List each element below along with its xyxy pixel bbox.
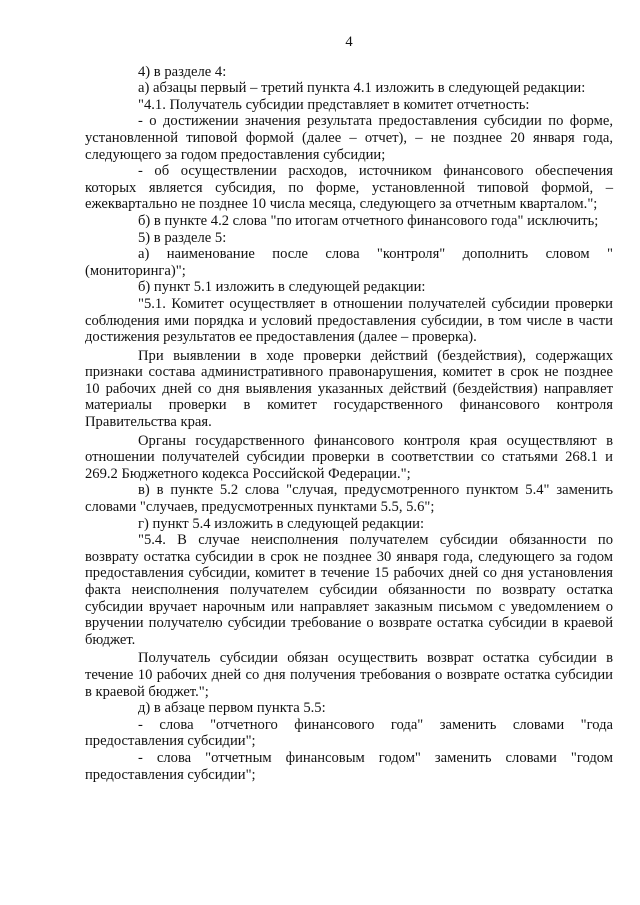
paragraph-5g: г) пункт 5.4 изложить в следующей редакции: bbox=[138, 515, 425, 532]
page-number: 4 bbox=[345, 34, 353, 50]
paragraph-4-1-expenses-report: - об осуществлении расходов, источником финансового обеспечения которых является субсидия, по форме, установленной типовой формой, – ежеквартально не позднее 10 числа месяца, следующего за отчетным кварталом."; bbox=[85, 163, 613, 213]
paragraph-5b: б) пункт 5.1 изложить в следующей редакции: bbox=[138, 279, 426, 296]
paragraph-4-1-intro: "4.1. Получатель субсидии представляет в комитет отчетность: bbox=[138, 96, 530, 113]
document-page bbox=[85, 34, 613, 783]
paragraph-5a: а) наименование после слова "контроля" дополнить словом "(мониторинга)"; bbox=[85, 246, 613, 279]
paragraph-5-4-text: "5.4. В случае неисполнения получателем субсидии обязанности по возврату остатка субсидии в срок не позднее 30 января года, следующего за годом предоставления субсидии, комитет в течение 15 рабочих дней со дня установления факта неисполнения получателем субсидии обязанности по возврату остатка субсидии вручает нарочным или направляет заказным письмом с уведомлением о вручении получателю субсидии требование о возврате остатка субсидии в краевой бюджет. bbox=[85, 532, 613, 648]
paragraph-section-4-header: 4) в разделе 4: bbox=[138, 63, 227, 80]
paragraph-5-1-state-control: Органы государственного финансового контроля края осуществляют в отношении получателей субсидии проверки в соответствии со статьями 268.1 и 269.2 Бюджетного кодекса Российской Федерации."; bbox=[85, 432, 613, 482]
paragraph-section-5-header: 5) в разделе 5: bbox=[138, 229, 227, 246]
paragraph-4a: а) абзацы первый – третий пункта 4.1 изложить в следующей редакции: bbox=[138, 80, 586, 97]
paragraph-5-1-violations: При выявлении в ходе проверки действий (бездействия), содержащих признаки состава административного правонарушения, комитет в срок не позднее 10 рабочих дней со дня выявления указанных действий (бездействия) направляет материалы проверки в комитет государственного финансового контроля Правительства края. bbox=[85, 347, 613, 431]
paragraph-4b: б) в пункте 4.2 слова "по итогам отчетного финансового года" исключить; bbox=[138, 212, 599, 229]
paragraph-5-1-text: "5.1. Комитет осуществляет в отношении получателей субсидии проверки соблюдения ими порядка и условий предоставления субсидии, в том числе в части достижения результатов ее предоставления (далее – проверка). bbox=[85, 295, 613, 346]
paragraph-5d-item-1: - слова "отчетного финансового года" заменить словами "года предоставления субсидии"; bbox=[85, 716, 613, 750]
paragraph-5v: в) в пункте 5.2 слова "случая, предусмотренного пунктом 5.4" заменить словами "случаев, предусмотренных пунктами 5.5, 5.6"; bbox=[85, 482, 613, 516]
paragraph-4-1-result-report: - о достижении значения результата предоставления субсидии по форме, установленной типовой формой (далее – отчет), – не позднее 20 января года, следующего за годом предоставления субсидии; bbox=[85, 113, 613, 163]
paragraph-5-4-return: Получатель субсидии обязан осуществить возврат остатка субсидии в течение 10 рабочих дней со дня получения требования о возврате остатка субсидии в краевой бюджет."; bbox=[85, 650, 613, 700]
paragraph-5d-item-2: - слова "отчетным финансовым годом" заменить словами "годом предоставления субсидии"; bbox=[85, 749, 613, 783]
paragraph-5d: д) в абзаце первом пункта 5.5: bbox=[138, 700, 326, 717]
